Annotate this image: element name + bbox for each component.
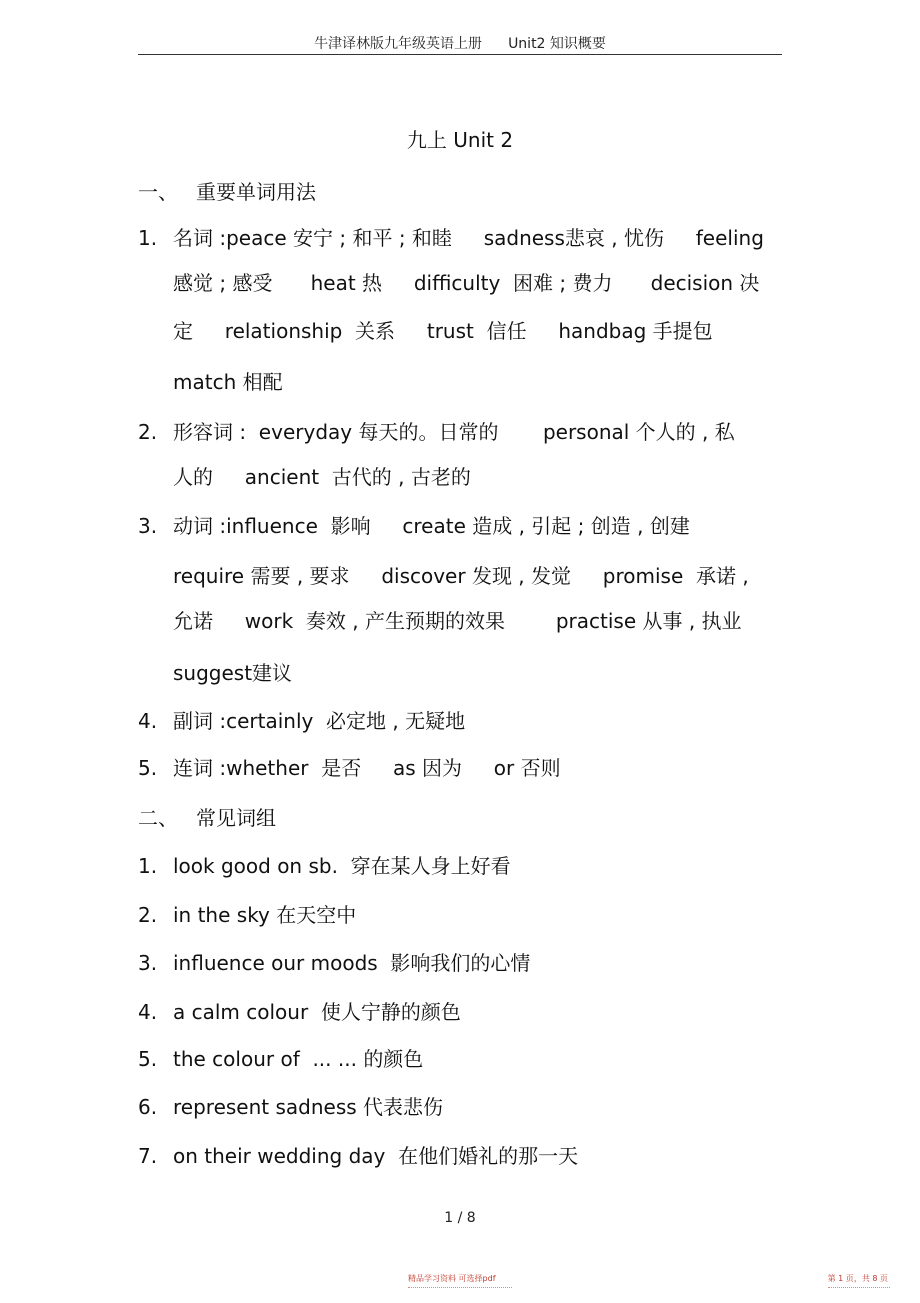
item-number: 1. xyxy=(138,226,158,250)
section-heading-phrases xyxy=(138,802,276,831)
header-right: Unit2 知识概要 xyxy=(508,36,606,52)
page-number: 1 / 8 xyxy=(444,1210,476,1226)
section-title: 重要单词用法 xyxy=(196,180,316,204)
header-divider xyxy=(138,54,782,55)
item-number: 2. xyxy=(138,903,158,927)
section-mark: 一、 xyxy=(138,180,178,204)
item-line: suggest建议 xyxy=(173,661,293,685)
item-number: 2. xyxy=(138,420,158,444)
item-number: 5. xyxy=(138,756,158,780)
section-heading-vocabulary xyxy=(138,176,316,205)
item-line: 形容词 : everyday 每天的。日常的 personal 个人的 , 私 xyxy=(173,420,735,444)
item-number: 4. xyxy=(138,709,158,733)
item-line: 感觉 ; 感受 heat 热 difficulty 困难 ; 费力 decision 决 xyxy=(173,271,760,295)
item-number: 7. xyxy=(138,1144,158,1168)
item-line: match 相配 xyxy=(173,370,283,394)
phrase-text: in the sky 在天空中 xyxy=(173,903,357,927)
page-header xyxy=(0,33,920,53)
header-left: 牛津译林版九年级英语上册 xyxy=(314,36,483,52)
item-number: 3. xyxy=(138,514,158,538)
item-line: require 需要 , 要求 discover 发现 , 发觉 promise 承诺 , xyxy=(173,564,749,588)
section-title: 常见词组 xyxy=(196,806,276,830)
item-line: 人的 ancient 古代的 , 古老的 xyxy=(173,465,471,489)
item-number: 3. xyxy=(138,951,158,975)
item-line: 名词 :peace 安宁 ; 和平 ; 和睦 sadness悲哀 , 忧伤 feeling xyxy=(173,226,764,250)
item-line: 副词 :certainly 必定地 , 无疑地 xyxy=(173,709,466,733)
item-line: 定 relationship 关系 trust 信任 handbag 手提包 xyxy=(173,319,713,343)
phrase-text: on their wedding day 在他们婚礼的那一天 xyxy=(173,1144,579,1168)
footer-dotted-rule-left xyxy=(408,1287,512,1288)
footer-dotted-rule-right xyxy=(828,1287,890,1288)
footer-page-info: 第 1 页，共 8 页 xyxy=(827,1274,888,1283)
item-line: 允诺 work 奏效 , 产生预期的效果 practise 从事 , 执业 xyxy=(173,609,742,633)
item-line: 动词 :influence 影响 create 造成 , 引起 ; 创造 , 创建 xyxy=(173,514,690,538)
phrase-text: a calm colour 使人宁静的颜色 xyxy=(173,1000,461,1024)
item-number: 1. xyxy=(138,854,158,878)
item-number: 4. xyxy=(138,1000,158,1024)
section-mark: 二、 xyxy=(138,806,178,830)
document-title: 九上 Unit 2 xyxy=(406,128,514,152)
item-number: 6. xyxy=(138,1095,158,1119)
item-line: 连词 :whether 是否 as 因为 or 否则 xyxy=(173,756,561,780)
phrase-text: the colour of ... ... 的颜色 xyxy=(173,1047,424,1071)
phrase-text: influence our moods 影响我们的心情 xyxy=(173,951,531,975)
phrase-text: look good on sb. 穿在某人身上好看 xyxy=(173,854,511,878)
footer-watermark-left: 精品学习资料 可选择pdf xyxy=(408,1274,496,1283)
item-number: 5. xyxy=(138,1047,158,1071)
phrase-text: represent sadness 代表悲伤 xyxy=(173,1095,444,1119)
